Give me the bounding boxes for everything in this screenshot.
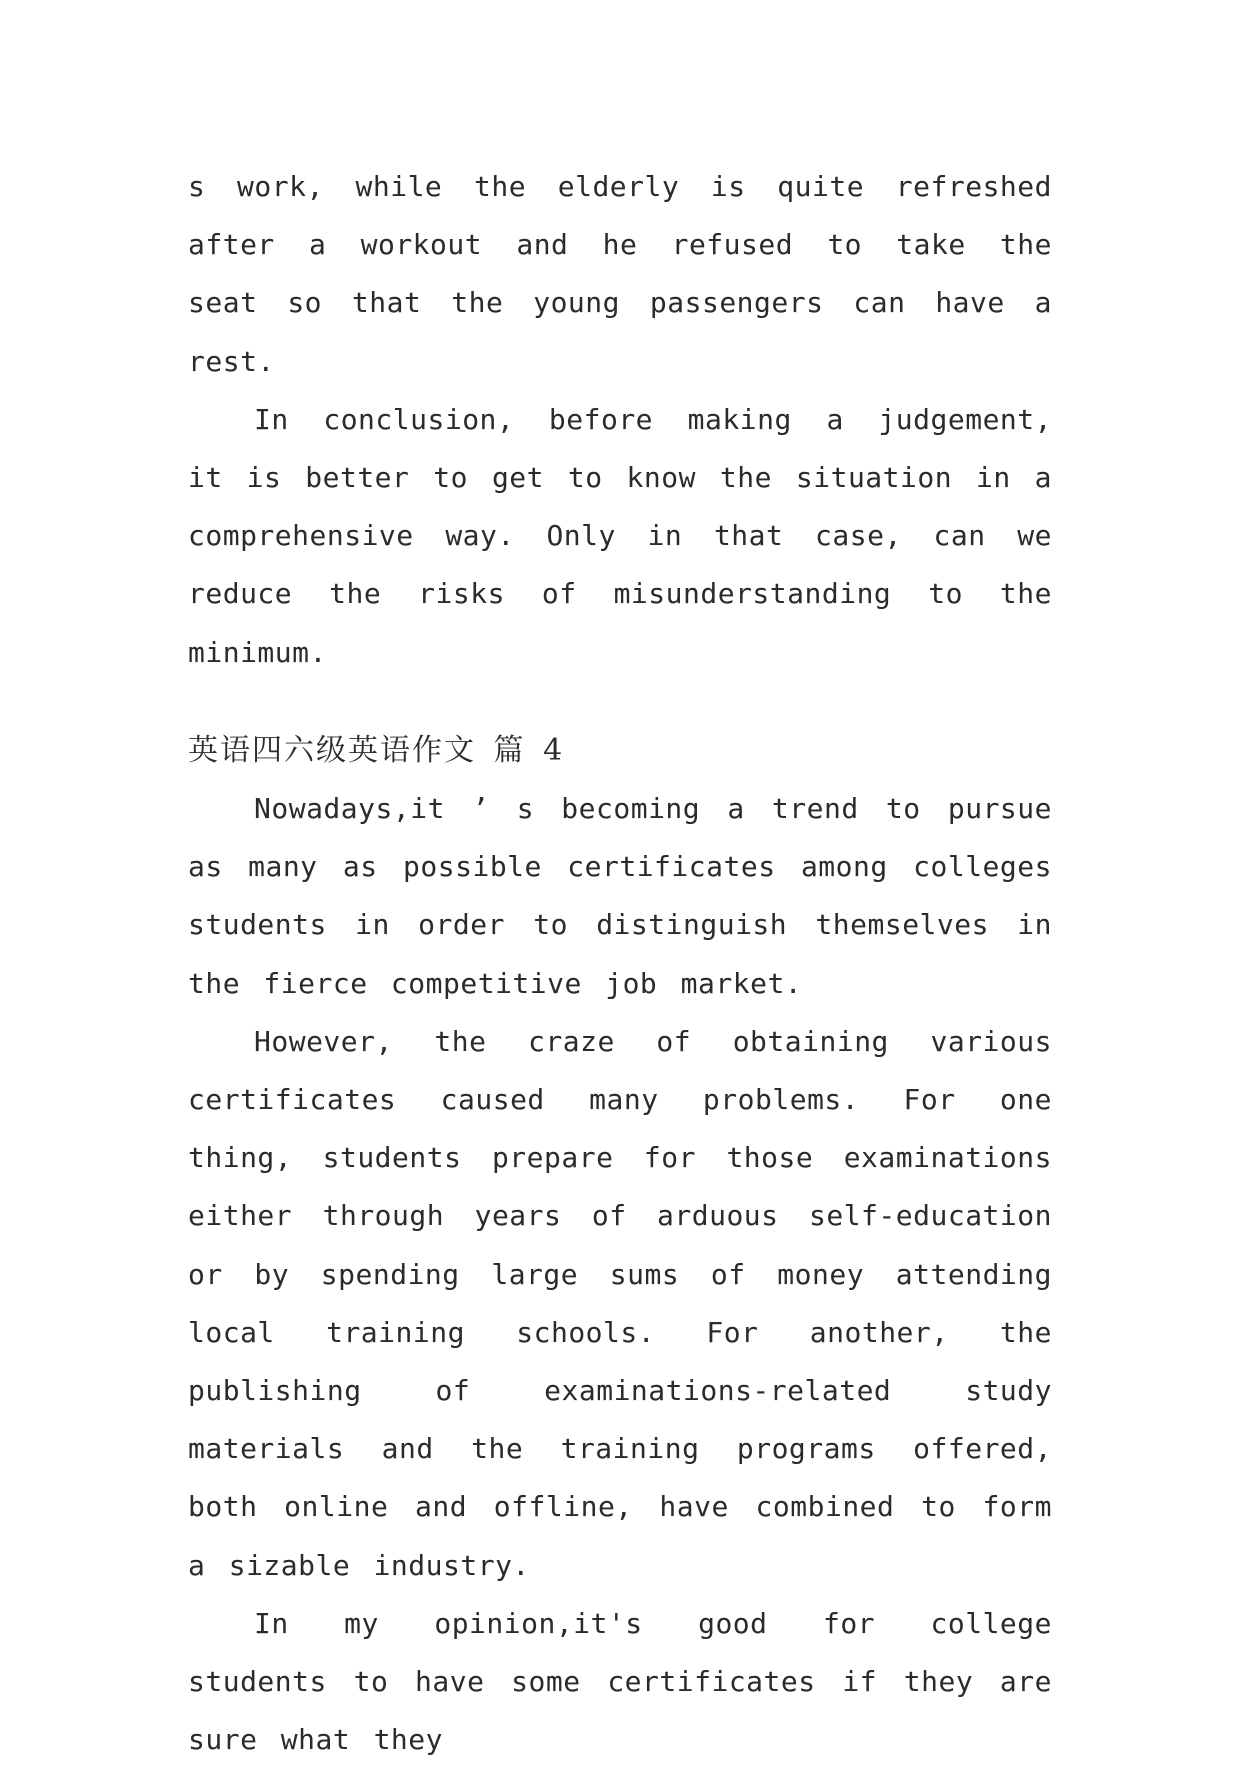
paragraph-opinion: In my opinion,it's good for college students to have some certificates if they are sure what they — [188, 1606, 1052, 1757]
document-page — [188, 158, 1052, 1769]
paragraph-intro: Nowadays,it ’ s becoming a trend to pursue as many as possible certificates among colleges students in order to distinguish themselves in the fierce competitive job market. — [188, 792, 1052, 1000]
paragraph-problems: However, the craze of obtaining various certificates caused many problems. For one thing, students prepare for those examinations either through years of arduous self-education or by spending large sums of money attending local training schools. For another, the publishing of examinations-related study materials and the training programs offered, both online and offline, have combined to form a sizable industry. — [188, 1024, 1052, 1582]
paragraph-conclusion: In conclusion, before making a judgement, it is better to get to know the situation in a comprehensive way. Only in that case, can we reduce the risks of misunderstanding to the minimum. — [188, 402, 1052, 669]
paragraph-continuation: s work, while the elderly is quite refreshed after a workout and he refused to take the seat so that the young passengers can have a rest. — [188, 170, 1052, 378]
section-heading: 英语四六级英语作文 篇 4 — [188, 732, 565, 768]
